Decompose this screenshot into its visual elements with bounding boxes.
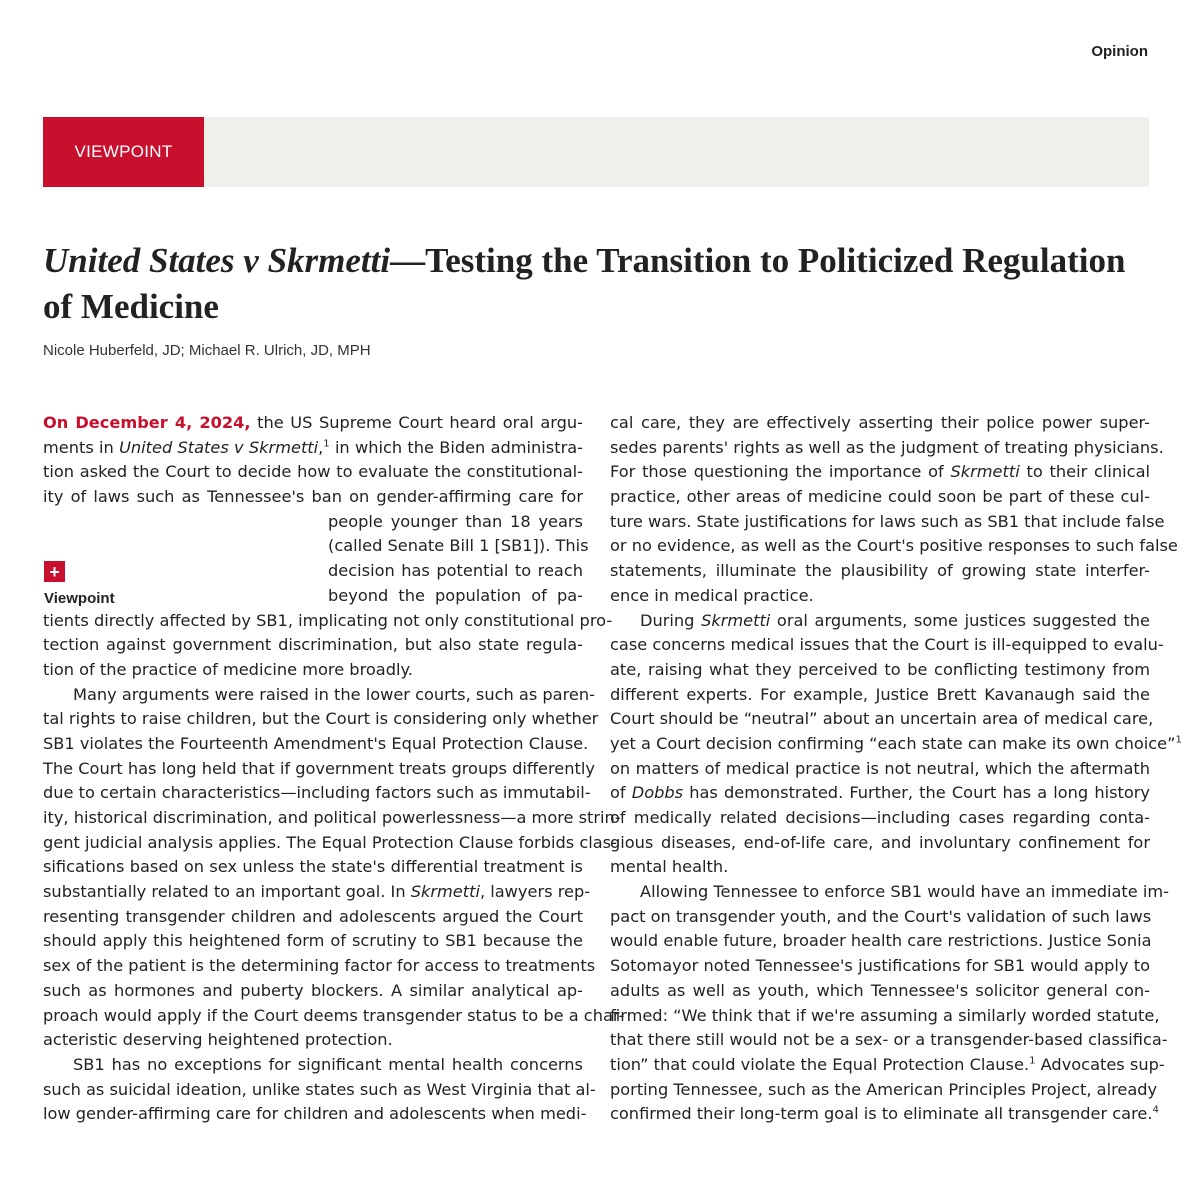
text-span: to their clinical xyxy=(1019,462,1150,482)
text-line: practice, other areas of medicine could soon be part of these cul- xyxy=(610,487,1150,507)
text-line: SB1 violates the Fourteenth Amendment's Equal Protection Clause. xyxy=(43,733,589,753)
text-line: mental health. xyxy=(610,857,729,877)
title-case-name: United States v Skrmetti xyxy=(43,241,391,280)
text-line: The Court has long held that if government treats groups differently xyxy=(43,758,595,778)
text-line: people younger than 18 years xyxy=(328,511,583,531)
text-line: Sotomayor noted Tennessee's justifications for SB1 would apply to xyxy=(610,956,1150,976)
left-column xyxy=(43,411,625,1127)
text-span: oral arguments, some justices suggested the xyxy=(770,610,1151,630)
text-span: During xyxy=(640,610,702,630)
text-line: tients directly affected by SB1, implicating not only constitutional pro- xyxy=(43,610,613,630)
text-line: case concerns medical issues that the Court is ill-equipped to evalu- xyxy=(610,635,1164,655)
text-line: firmed: “We think that if we're assuming a similarly worded statute, xyxy=(610,1005,1160,1025)
text-span: has demonstrated. Further, the Court has a long history xyxy=(683,783,1150,803)
case-name: United States v Skrmetti xyxy=(119,437,319,457)
footnote-ref[interactable]: 4 xyxy=(1152,1104,1159,1116)
text-span: the US Supreme Court heard oral argu- xyxy=(250,413,583,432)
text-line: pact on transgender youth, and the Court's validation of such laws xyxy=(610,906,1152,926)
text-line xyxy=(610,732,1182,757)
text-span: tion” that could violate the Equal Protection Clause. xyxy=(610,1054,1030,1074)
sidebar-viewpoint-label[interactable]: Viewpoint xyxy=(44,590,115,607)
text-line: gent judicial analysis applies. The Equal Protection Clause forbids clas- xyxy=(43,832,617,852)
text-line: Allowing Tennessee to enforce SB1 would have an immediate im- xyxy=(640,882,1169,902)
title-subtitle: —Testing the Transition to Politicized Regulation of Medicine xyxy=(43,241,1126,326)
text-line: adults as well as youth, which Tennessee's solicitor general con- xyxy=(610,980,1150,1000)
text-line: gious diseases, end-of-life care, and involuntary confinement for xyxy=(610,832,1150,852)
text-line: tion of the practice of medicine more broadly. xyxy=(43,659,413,679)
text-line xyxy=(610,781,1150,806)
text-line: ence in medical practice. xyxy=(610,585,814,605)
text-span: confirmed their long-term goal is to eliminate all transgender care. xyxy=(610,1104,1153,1124)
text-line: ity, historical discrimination, and political powerlessness—a more strin- xyxy=(43,808,621,827)
text-line xyxy=(610,1102,1159,1127)
text-line: or no evidence, as well as the Court's positive responses to such false xyxy=(610,536,1178,556)
text-line: ments in United States v Skrmetti,$^1$ in which the Biden administra- xyxy=(43,437,583,457)
article-authors: Nicole Huberfeld, JD; Michael R. Ulrich, JD, MPH xyxy=(43,342,371,359)
text-line: statements, illuminate the plausibility of growing state interfer- xyxy=(610,561,1150,581)
text-line: due to certain characteristics—including factors such as immutabil- xyxy=(43,783,591,803)
text-line: would enable future, broader health care restrictions. Justice Sonia xyxy=(610,931,1152,951)
lead-in: On December 4, 2024, xyxy=(43,413,251,432)
plus-icon[interactable]: + xyxy=(44,561,65,582)
text-line: sex of the patient is the determining factor for access to treatments xyxy=(43,956,596,976)
text-span: Advocates sup- xyxy=(1035,1054,1165,1074)
text-line: decision has potential to reach xyxy=(328,561,583,581)
article-title xyxy=(43,238,1163,330)
text-line: beyond the population of pa- xyxy=(328,585,583,605)
text-line: cal care, they are effectively asserting their police power super- xyxy=(610,413,1150,432)
text-span: of xyxy=(610,783,632,803)
footnote-ref[interactable]: 1 xyxy=(1175,734,1182,746)
case-name: Skrmetti xyxy=(410,882,480,902)
text-line: Many arguments were raised in the lower courts, such as paren- xyxy=(73,684,595,704)
section-label: Opinion xyxy=(1091,43,1148,60)
text-line xyxy=(610,609,1150,634)
text-span: yet a Court decision confirming “each state can make its own choice” xyxy=(610,733,1176,753)
footnote-ref[interactable]: 1 xyxy=(1029,1055,1036,1067)
text-line: ture wars. State justifications for laws such as SB1 that include false xyxy=(610,511,1165,531)
text-line: such as hormones and puberty blockers. A similar analytical ap- xyxy=(43,980,583,1000)
text-line xyxy=(610,1053,1165,1078)
text-line: such as suicidal ideation, unlike states such as West Virginia that al- xyxy=(43,1079,596,1099)
text-line: low gender-affirming care for children and adolescents when medi- xyxy=(43,1104,587,1124)
viewpoint-banner xyxy=(43,117,1149,187)
text-line: tion asked the Court to decide how to evaluate the constitutional- xyxy=(43,462,583,482)
case-name: Dobbs xyxy=(631,783,684,803)
text-line: acteristic deserving heightened protection. xyxy=(43,1030,393,1050)
text-line xyxy=(43,411,583,436)
text-line: tal rights to raise children, but the Court is considering only whether xyxy=(43,709,599,729)
case-name: Skrmetti xyxy=(701,610,771,630)
text-span: For those questioning the importance of xyxy=(610,462,951,482)
text-line: sifications based on sex unless the state's differential treatment is xyxy=(43,857,583,877)
text-line: different experts. For example, Justice Brett Kavanaugh said the xyxy=(610,684,1150,704)
text-line: (called Senate Bill 1 [SB1]). This xyxy=(328,536,589,556)
text-line: of medically related decisions—including cases regarding conta- xyxy=(610,808,1150,827)
text-line: proach would apply if the Court deems transgender status to be a char- xyxy=(43,1005,625,1025)
text-span: substantially related to an important goal. In xyxy=(43,882,411,902)
text-line xyxy=(610,460,1150,485)
text-line: porting Tennessee, such as the American Principles Project, already xyxy=(610,1079,1158,1099)
viewpoint-tag: VIEWPOINT xyxy=(43,117,204,187)
text-line: SB1 has no exceptions for significant mental health concerns xyxy=(73,1054,583,1074)
text-line: ate, raising what they perceived to be conflicting testimony from xyxy=(610,659,1150,679)
text-line: resenting transgender children and adolescents argued the Court xyxy=(43,906,583,926)
text-line: sedes parents' rights as well as the judgment of treating physicians. xyxy=(610,437,1164,457)
case-name: Skrmetti xyxy=(950,462,1020,482)
text-span: ments in xyxy=(43,437,120,457)
right-column xyxy=(610,411,1182,1127)
text-line: should apply this heightened form of scrutiny to SB1 because the xyxy=(43,931,583,951)
text-line: ity of laws such as Tennessee's ban on gender-affirming care for xyxy=(43,487,583,507)
text-line: that there still would not be a sex- or a transgender-based classifica- xyxy=(610,1030,1168,1050)
text-line xyxy=(43,880,591,905)
text-span: , lawyers rep- xyxy=(479,882,591,902)
text-line: Court should be “neutral” about an uncertain area of medical care, xyxy=(610,709,1154,729)
footnote-ref[interactable]: 1 xyxy=(323,438,330,450)
text-span: in which the Biden administra- xyxy=(329,437,583,457)
text-line: on matters of medical practice is not neutral, which the aftermath xyxy=(610,758,1150,778)
text-line: tection against government discrimination, but also state regula- xyxy=(43,635,583,655)
